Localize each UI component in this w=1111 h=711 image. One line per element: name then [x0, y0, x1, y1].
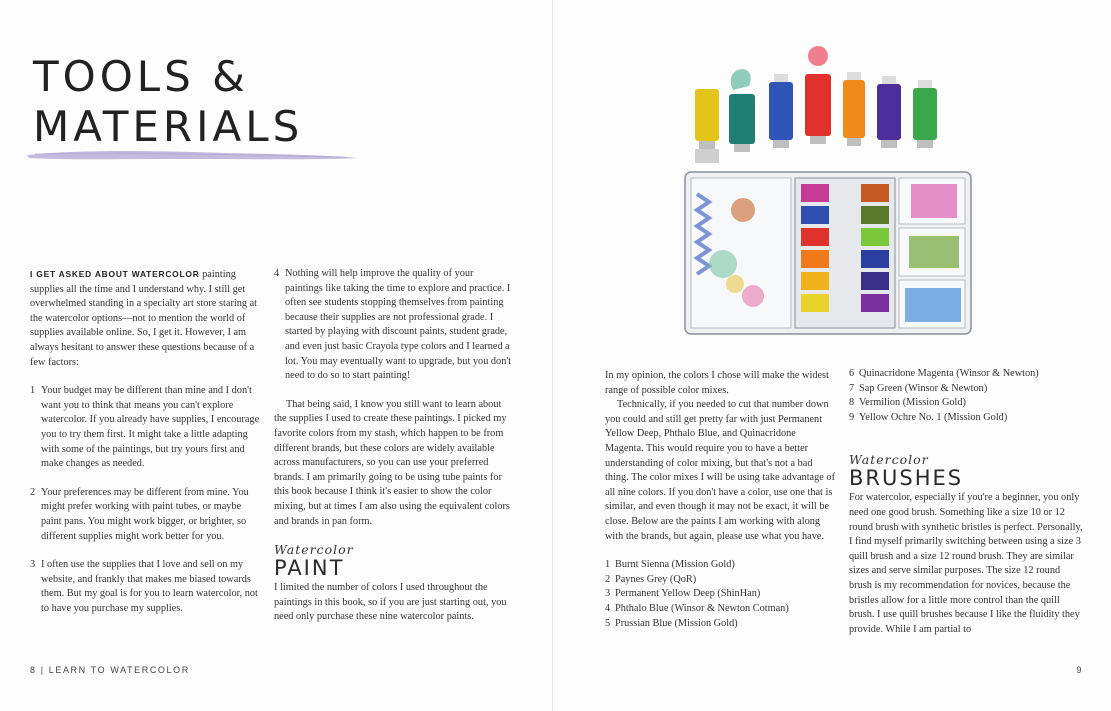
list-text: Nothing will help improve the quality of your paintings like taking the time to explore and practice. I often see students stopping themselves from painting because their supplies are not professional grade. I started by playing with discount paints, student grade, and even just basic Crayola type colors and I learned a lot. You may eventually want to upgrade, but you don't need to do so to start painting!: [285, 268, 512, 382]
brushes-paragraph: For watercolor, especially if you're a beginner, you only need one good brush. Something like a size 10 or 12 round brush with synthetic bristles is perfect. Personally, I find myself primarily switching between using a size 3 quill brush and a size 12 round brush. They are similar sizes and serve similar purposes. The size 12 round brush is my recommendation for novices, because the bristles allow for a little more control than the quill brush. I use quill brushes because I like the fluidity they provide. While I am partial to: [849, 492, 1083, 635]
list-number: 6: [849, 368, 855, 379]
list-number: 4: [605, 602, 611, 614]
title-line-2: MATERIALS: [33, 102, 304, 151]
list-item: [849, 411, 1085, 426]
title-line-1: TOOLS &: [33, 52, 249, 101]
list-item: [849, 396, 1085, 411]
page-title: [33, 52, 303, 152]
list-text: Phthalo Blue (Winsor & Newton Cotman): [615, 602, 789, 614]
paint-heading: [274, 543, 512, 579]
list-number: 2: [30, 486, 36, 498]
list-number: 8: [849, 397, 855, 409]
list-number: 1: [605, 559, 611, 571]
opinion-paragraph: In my opinion, the colors I chose will make the widest range of possible color mixes.: [605, 370, 829, 396]
list-item: [605, 617, 837, 632]
intro-paragraph: [30, 267, 262, 370]
intro-text: painting supplies all the time and I understand why. I still get overwhelmed standing in a specialty art store staring at the watercolor options—not to mention the world of supplies available online. So, I get it. However, I am always hesitant to answer these questions because of a few factors:: [30, 269, 258, 368]
watercolor-tubes-and-palette-illustration: [683, 34, 973, 339]
list-number: 7: [849, 382, 855, 394]
list-number: 1: [30, 385, 36, 397]
folio-left: 8 | LEARN TO WATERCOLOR: [30, 665, 190, 675]
list-text: Your budget may be different than mine and I don't want you to think that means you can't explore watercolor. If you already have supplies, I encourage you to try them first. It might take a little adapting with some of the paintings, but try yours first and make changes as needed.: [41, 385, 260, 470]
list-text: Your preferences may be different from mine. You might prefer working with paint tubes, or maybe paint pans. You might work bigger, or brighter, so different supplies might work better for you.: [41, 486, 249, 542]
list-item: [30, 558, 262, 616]
list-number: 2: [605, 573, 611, 585]
brushes-heading: [849, 453, 1085, 489]
list-text: Yellow Ochre No. 1 (Mission Gold): [859, 411, 1008, 423]
list-text: Prussian Blue (Mission Gold): [615, 617, 738, 629]
paint-tubes: [695, 46, 937, 163]
right-column-2: [849, 367, 1085, 651]
list-item: [605, 602, 837, 617]
right-column-1: [605, 369, 837, 631]
technically-paragraph: Technically, if you needed to cut that number down you could and still get pretty far with just Permanent Yellow Deep, Phthalo Blue, and Quinacridone Magenta. This would require you to have a better understanding of color mixing, but that's not a bad thing. The color mixes I will be using take advantage of all nine colors. If you don't have a color, use one that is similar, and even though it may not be exact, it will be close. Below are the paints I am working with along with the brands, but again, please use what you have.: [605, 399, 836, 542]
supplies-paragraph: That being said, I know you still want to learn about the supplies I used to create these paintings. I picked my favorite colors from my stash, which happen to be from different brands, but these colors are widely available across manufacturers, so you can use your preferred brands. I am primarily going to be using tube paints for this book because I think it's easier to show the color mixing, but at times I am also using the equivalent colors and brands in pan form.: [274, 398, 510, 527]
list-item: [605, 573, 837, 588]
list-item: [605, 587, 837, 602]
brushes-heading-caps: BRUSHES: [849, 466, 964, 491]
left-column-1: [30, 267, 262, 630]
color-list-part-1: [605, 558, 837, 631]
list-text: I often use the supplies that I love and sell on my website, and frankly that makes me biased towards them. But my goal is for you to learn watercolor, not to have you purchase my supplies.: [41, 559, 258, 614]
right-page: [553, 0, 1111, 711]
list-number: 5: [605, 617, 611, 629]
list-item: [605, 558, 837, 573]
list-text: Sap Green (Winsor & Newton): [859, 382, 988, 394]
list-item: [849, 367, 1085, 382]
paint-heading-script: Watercolor: [274, 542, 354, 558]
color-list-part-2: [849, 367, 1085, 425]
lavender-brush-stroke: [25, 146, 360, 164]
list-number: 3: [605, 588, 611, 600]
list-text: Burnt Sienna (Mission Gold): [615, 559, 735, 571]
list-text: Vermilion (Mission Gold): [859, 397, 966, 409]
list-item: [30, 384, 262, 472]
list-item: [849, 382, 1085, 397]
list-item: [30, 486, 262, 544]
list-number: 4: [274, 268, 280, 279]
lead-caps: I GET ASKED ABOUT WATERCOLOR: [30, 269, 200, 279]
list-number: 9: [849, 411, 855, 423]
list-text: Paynes Grey (QoR): [615, 573, 697, 585]
list-text: Permanent Yellow Deep (ShinHan): [615, 588, 761, 600]
brushes-heading-script: Watercolor: [849, 452, 929, 468]
list-text: Quinacridone Magenta (Winsor & Newton): [859, 368, 1039, 379]
paint-heading-caps: PAINT: [274, 556, 345, 581]
list-number: 3: [30, 559, 36, 571]
palette-tin: [685, 172, 971, 334]
list-item: [274, 267, 512, 384]
left-page: [0, 0, 553, 711]
paint-paragraph: I limited the number of colors I used throughout the paintings in this book, so if you are just starting out, you need only purchase these nine watercolor paints.: [274, 582, 507, 623]
folio-right: 9: [1076, 665, 1083, 675]
left-column-2: [274, 267, 512, 639]
